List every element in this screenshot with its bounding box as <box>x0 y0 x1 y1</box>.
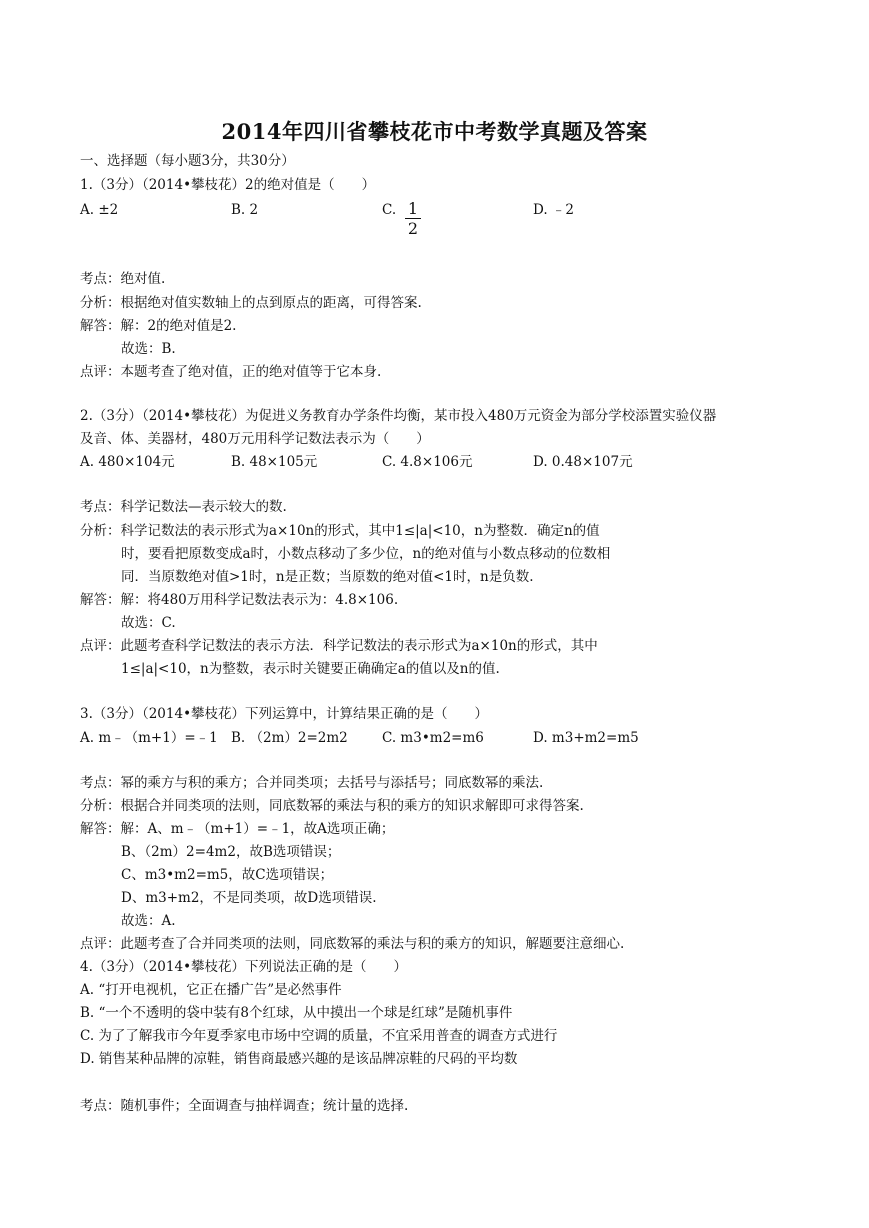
q2-stem-line2: 及音、体、美器材，480万元用科学记数法表示为（ ） <box>80 431 430 447</box>
q2-option-b: B. 48×105元 <box>231 454 318 470</box>
q2-fenxi-line3: 同．当原数绝对值>1时，n是正数；当原数的绝对值<1时，n是负数. <box>121 569 534 585</box>
page-title: 2014年四川省攀枝花市中考数学真题及答案 <box>221 119 648 144</box>
fraction-denominator: 2 <box>407 219 419 238</box>
q2-fenxi-line1: 分析：科学记数法的表示形式为a×10n的形式，其中1≤|a|<10，n为整数．确定n的值 <box>80 523 600 539</box>
q3-option-c: C. m3•m2=m6 <box>382 730 484 746</box>
q4-option-b: B. “一个不透明的袋中装有8个红球，从中摸出一个球是红球”是随机事件 <box>80 1005 513 1021</box>
q2-answer: 故选：C. <box>121 615 176 631</box>
q4-kaodian: 考点：随机事件；全面调查与抽样调查；统计量的选择. <box>80 1098 409 1114</box>
q2-stem-line1: 2.（3分）（2014•攀枝花）为促进义务教育办学条件均衡，某市投入480万元资金为部分学校添置实验仪器 <box>80 408 717 424</box>
q3-jieda-line1: 解答：解：A、m﹣（m+1）=﹣1，故A选项正确； <box>80 821 395 837</box>
q3-fenxi: 分析：根据合并同类项的法则，同底数幂的乘法与积的乘方的知识求解即可求得答案. <box>80 798 584 814</box>
q3-jieda-line2: B、（2m）2=4m2，故B选项错误； <box>121 844 341 860</box>
q3-kaodian: 考点：幂的乘方与积的乘方；合并同类项；去括号与添括号；同底数幂的乘法. <box>80 775 544 791</box>
q4-option-d: D. 销售某种品牌的凉鞋，销售商最感兴趣的是该品牌凉鞋的尺码的平均数 <box>80 1051 518 1067</box>
q3-option-a: A. m﹣（m+1）=﹣1 <box>80 730 218 746</box>
q1-jieda: 解答：解：2的绝对值是2. <box>80 318 237 334</box>
q3-option-b: B. （2m）2=2m2 <box>231 730 348 746</box>
q2-jieda: 解答：解：将480万用科学记数法表示为：4.8×106. <box>80 592 399 608</box>
q1-dianping: 点评：本题考查了绝对值，正的绝对值等于它本身. <box>80 364 382 380</box>
q4-option-c: C. 为了了解我市今年夏季家电市场中空调的质量，不宜采用普查的调查方式进行 <box>80 1028 558 1044</box>
q2-kaodian: 考点：科学记数法—表示较大的数. <box>80 499 287 515</box>
q3-jieda-line4: D、m3+m2，不是同类项，故D选项错误. <box>121 890 377 906</box>
q1-kaodian: 考点：绝对值. <box>80 271 166 287</box>
q3-stem: 3.（3分）（2014•攀枝花）下列运算中，计算结果正确的是（ ） <box>80 706 489 722</box>
q2-option-c: C. 4.8×106元 <box>382 454 473 470</box>
q2-option-d: D. 0.48×107元 <box>533 454 633 470</box>
q1-option-c-fraction <box>403 200 423 237</box>
q1-option-c-label: C. <box>382 202 397 218</box>
q1-answer: 故选：B. <box>121 341 176 357</box>
q1-stem: 1.（3分）（2014•攀枝花）2的绝对值是（ ） <box>80 177 376 193</box>
q2-fenxi-line2: 时，要看把原数变成a时，小数点移动了多少位，n的绝对值与小数点移动的位数相 <box>121 546 611 562</box>
q1-option-d: D. ﹣2 <box>533 202 575 218</box>
q4-option-a: A. “打开电视机，它正在播广告”是必然事件 <box>80 982 342 998</box>
q1-option-b: B. 2 <box>231 202 259 218</box>
q3-answer: 故选：A. <box>121 913 176 929</box>
q3-dianping: 点评：此题考查了合并同类项的法则，同底数幂的乘法与积的乘方的知识，解题要注意细心. <box>80 936 625 952</box>
q2-dianping-line2: 1≤|a|<10，n为整数，表示时关键要正确确定a的值以及n的值. <box>121 661 500 677</box>
q1-option-a: A. ±2 <box>80 202 119 218</box>
q2-dianping-line1: 点评：此题考查科学记数法的表示方法．科学记数法的表示形式为a×10n的形式，其中 <box>80 638 598 654</box>
section-heading: 一、选择题（每小题3分，共30分） <box>80 153 295 169</box>
q3-jieda-line3: C、m3•m2=m5，故C选项错误； <box>121 867 334 883</box>
fraction-numerator: 1 <box>407 199 419 218</box>
q2-option-a: A. 480×104元 <box>80 454 175 470</box>
q3-option-d: D. m3+m2=m5 <box>533 730 639 746</box>
q4-stem: 4.（3分）（2014•攀枝花）下列说法正确的是（ ） <box>80 959 408 975</box>
q1-fenxi: 分析：根据绝对值实数轴上的点到原点的距离，可得答案. <box>80 295 422 311</box>
